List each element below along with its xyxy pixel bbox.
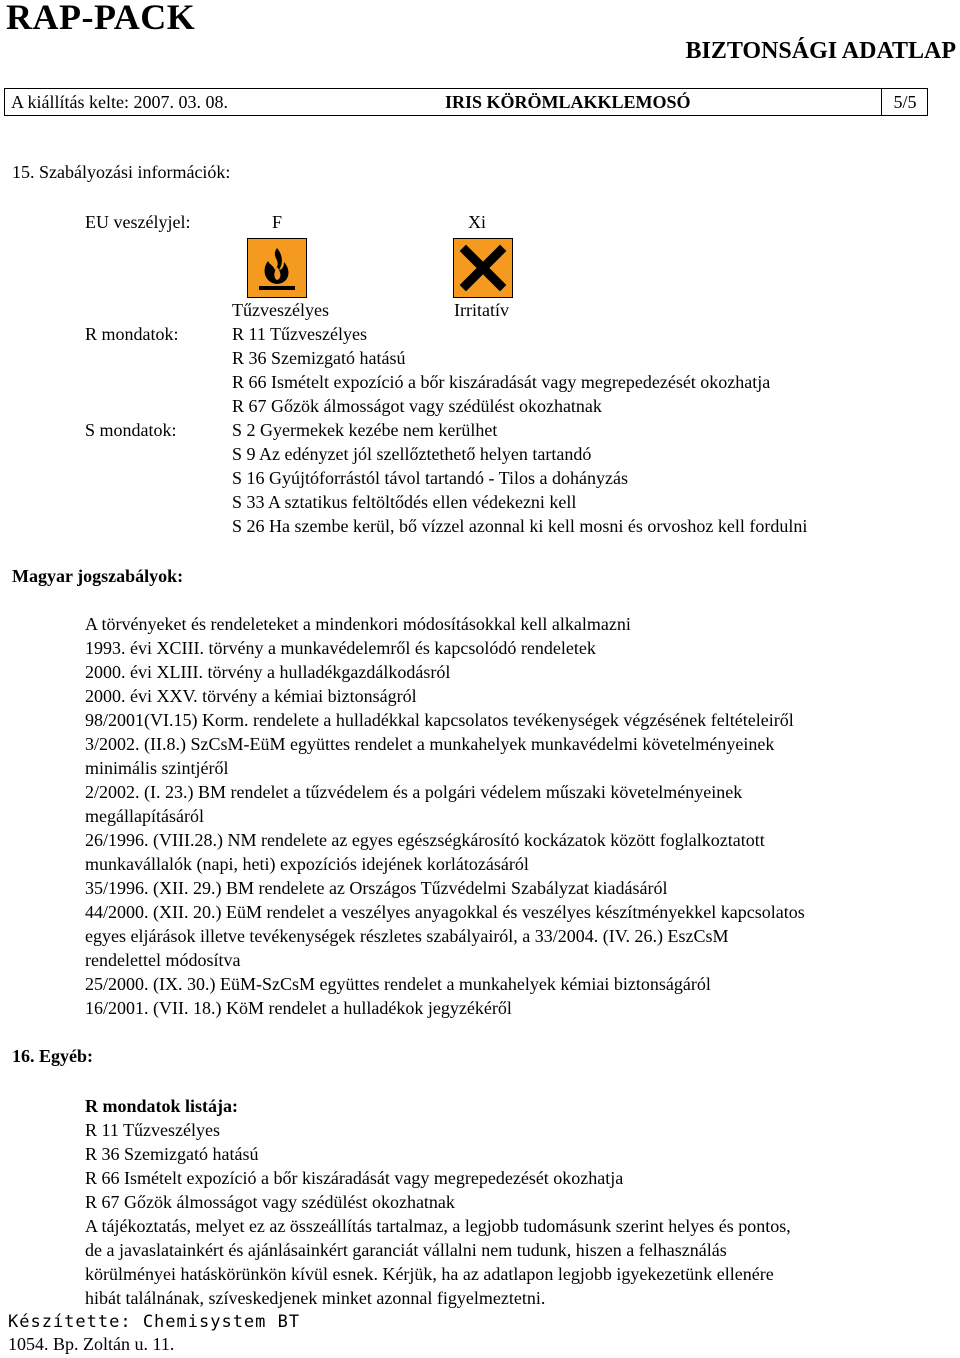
info-bar (4, 88, 928, 116)
section-15-title: 15. Szabályozási információk: (12, 162, 231, 182)
s-phrase: S 33 A sztatikus feltöltődés ellen védekezni kell (232, 492, 577, 512)
symbol-name-xi: Irritatív (454, 300, 509, 320)
s-phrase: S 26 Ha szembe kerül, bő vízzel azonnal ki kell mosni és orvoshoz kell fordulni (232, 516, 808, 536)
hungarian-laws-label: Magyar jogszabályok: (12, 566, 184, 586)
r-list-item: R 11 Tűzveszélyes (85, 1120, 220, 1140)
flammable-icon (247, 238, 307, 298)
brand-title: RAP-PACK (6, 0, 196, 37)
s-phrases-label: S mondatok: (85, 420, 177, 440)
disclaimer-line: hibát találnának, szíveskedjenek minket azonnal figyelmeztetni. (85, 1288, 546, 1308)
law-line: egyes eljárások illetve tevékenységek részletes szabályairól, a 33/2004. (IV. 26.) EszCsM (85, 926, 729, 946)
r-list-title: R mondatok listája: (85, 1096, 239, 1116)
law-line: A törvényeket és rendeleteket a mindenkori módosításokkal kell alkalmazni (85, 614, 631, 634)
r-phrases-label: R mondatok: (85, 324, 179, 344)
law-line: 2/2002. (I. 23.) BM rendelet a tűzvédelem és a polgári védelem műszaki követelményeinek (85, 782, 743, 802)
document-type: BIZTONSÁGI ADATLAP (685, 38, 956, 64)
issue-date: A kiállítás kelte: 2007. 03. 08. (11, 92, 228, 112)
law-line: 44/2000. (XII. 20.) EüM rendelet a veszélyes anyagokkal és veszélyes készítményekkel kapcsolatos (85, 902, 805, 922)
symbol-code-f: F (272, 212, 283, 232)
law-line: 3/2002. (II.8.) SzCsM-EüM együttes rendelet a munkahelyek munkavédelmi követelményeinek (85, 734, 775, 754)
disclaimer-line: de a javaslatainkért és ajánlásainkért garanciát vállalni nem tudunk, hiszen a felhasználás (85, 1240, 727, 1260)
r-list-item: R 66 Ismételt expozíció a bőr kiszáradását vagy megrepedezését okozhatja (85, 1168, 624, 1188)
r-list-item: R 67 Gőzök álmosságot vagy szédülést okozhatnak (85, 1192, 455, 1212)
s-phrase: S 2 Gyermekek kezébe nem kerülhet (232, 420, 498, 440)
law-line: 25/2000. (IX. 30.) EüM-SzCsM együttes rendelet a munkahelyek kémiai biztonságáról (85, 974, 711, 994)
law-line: 16/2001. (VII. 18.) KöM rendelet a hulladékok jegyzékéről (85, 998, 512, 1018)
product-name: IRIS KÖRÖMLAKKLEMOSÓ (445, 92, 691, 112)
law-line: megállapításáról (85, 806, 204, 826)
symbol-name-f: Tűzveszélyes (232, 300, 329, 320)
irritant-icon (453, 238, 513, 298)
address: 1054. Bp. Zoltán u. 11. (8, 1334, 175, 1354)
s-phrase: S 16 Gyújtóforrástól távol tartandó - Tilos a dohányzás (232, 468, 628, 488)
law-line: munkavállalók (napi, heti) expozíciós idejének korlátozásáról (85, 854, 529, 874)
disclaimer-line: A tájékoztatás, melyet ez az összeállítás tartalmaz, a legjobb tudomásunk szerint helyes és pontos, (85, 1216, 791, 1236)
law-line: 1993. évi XCIII. törvény a munkavédelemről és kapcsolódó rendeletek (85, 638, 596, 658)
law-line: rendelettel módosítva (85, 950, 241, 970)
eu-hazard-label: EU veszélyjel: (85, 212, 191, 232)
law-line: 2000. évi XLIII. törvény a hulladékgazdálkodásról (85, 662, 451, 682)
law-line: 35/1996. (XII. 29.) BM rendelete az Országos Tűzvédelmi Szabályzat kiadásáról (85, 878, 668, 898)
symbol-code-xi: Xi (468, 212, 486, 232)
law-line: minimális szintjéről (85, 758, 229, 778)
disclaimer-line: körülményei hatáskörünkön kívül esnek. Kérjük, ha az adatlapon legjobb igyekezetünk ellenére (85, 1264, 774, 1284)
page-number: 5/5 (881, 89, 928, 115)
prepared-by: Készítette: Chemisystem BT (8, 1312, 301, 1332)
r-phrase: R 67 Gőzök álmosságot vagy szédülést okozhatnak (232, 396, 602, 416)
section-16-title: 16. Egyéb: (12, 1046, 93, 1066)
r-phrase: R 11 Tűzveszélyes (232, 324, 367, 344)
law-line: 98/2001(VI.15) Korm. rendelete a hulladékkal kapcsolatos tevékenységek végzésének feltételeiről (85, 710, 794, 730)
r-list-item: R 36 Szemizgató hatású (85, 1144, 259, 1164)
r-phrase: R 66 Ismételt expozíció a bőr kiszáradását vagy megrepedezését okozhatja (232, 372, 771, 392)
law-line: 2000. évi XXV. törvény a kémiai biztonságról (85, 686, 417, 706)
s-phrase: S 9 Az edényzet jól szellőztethető helyen tartandó (232, 444, 592, 464)
law-line: 26/1996. (VIII.28.) NM rendelete az egyes egészségkárosító kockázatok között foglalkoztatott (85, 830, 765, 850)
r-phrase: R 36 Szemizgató hatású (232, 348, 406, 368)
